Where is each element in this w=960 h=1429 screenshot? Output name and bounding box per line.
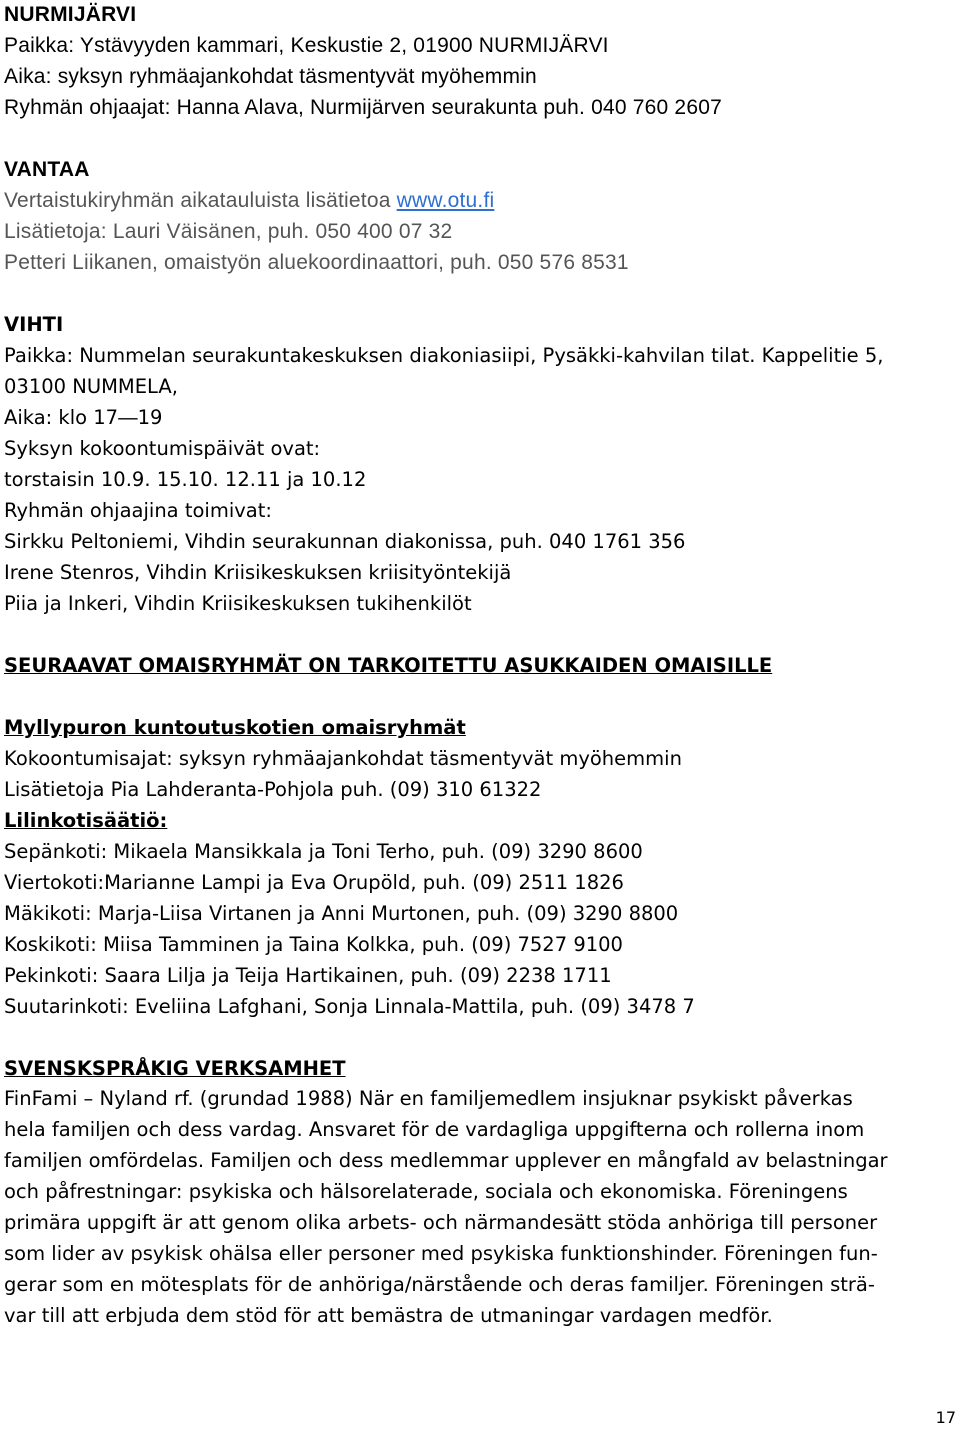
vihti-place-2: 03100 NUMMELA, (4, 375, 178, 398)
swedish-paragraph-line: gerar som en mötesplats för de anhöriga/närstående och deras familjer. Föreningen strä- (4, 1273, 875, 1296)
swedish-paragraph-line: var till att erbjuda dem stöd för att bemästra de utmaningar vardagen medför. (4, 1304, 773, 1327)
vihti-leader-2: Irene Stenros, Vihdin Kriisikeskuksen kriisityöntekijä (4, 561, 512, 584)
lilinkoti-home-item: Pekinkoti: Saara Lilja ja Teija Hartikainen, puh. (09) 2238 1711 (4, 964, 612, 987)
vantaa-contact-2: Petteri Liikanen, omaistyön aluekoordinaattori, puh. 050 576 8531 (4, 251, 629, 274)
nurmijarvi-leaders: Ryhmän ohjaajat: Hanna Alava, Nurmijärven seurakunta puh. 040 760 2607 (4, 96, 722, 119)
lilinkoti-home-item: Koskikoti: Miisa Tamminen ja Taina Kolkka, puh. (09) 7527 9100 (4, 933, 623, 956)
vihti-dates: torstaisin 10.9. 15.10. 12.11 ja 10.12 (4, 468, 367, 491)
swedish-paragraph-line: FinFami – Nyland rf. (grundad 1988) När en familjemedlem insjuknar psykiskt påverkas (4, 1087, 853, 1110)
section-heading-nurmijarvi: NURMIJÄRVI (4, 3, 137, 26)
lilinkoti-home-item: Mäkikoti: Marja-Liisa Virtanen ja Anni Murtonen, puh. (09) 3290 8800 (4, 902, 679, 925)
swedish-paragraph-line: och påfrestningar: psykiska och hälsorelaterade, sociala och ekonomiska. Föreningens (4, 1180, 848, 1203)
lilinkoti-home-item: Viertokoti:Marianne Lampi ja Eva Orupöld, puh. (09) 2511 1826 (4, 871, 624, 894)
page-number: 17 (935, 1408, 956, 1427)
vihti-leaders-label: Ryhmän ohjaajina toimivat: (4, 499, 272, 522)
lilinkoti-home-item: Sepänkoti: Mikaela Mansikkala ja Toni Terho, puh. (09) 3290 8600 (4, 840, 643, 863)
myllypuro-contact: Lisätietoja Pia Lahderanta-Pohjola puh. (09) 310 61322 (4, 778, 542, 801)
vantaa-contact-1: Lisätietoja: Lauri Väisänen, puh. 050 400 07 32 (4, 220, 453, 243)
swedish-heading: SVENSKSPRÅKIG VERKSAMHET (4, 1057, 346, 1080)
residents-heading: SEURAAVAT OMAISRYHMÄT ON TARKOITETTU ASUKKAIDEN OMAISILLE (4, 654, 773, 677)
swedish-paragraph-line: hela familjen och dess vardag. Ansvaret för de vardagliga uppgifterna och rollerna inom (4, 1118, 865, 1141)
section-heading-vihti: VIHTI (4, 313, 64, 336)
swedish-paragraph-line: primära uppgift är att genom olika arbets- och närmandesätt stöda anhöriga till personer (4, 1211, 878, 1234)
swedish-paragraph-line: familjen omfördelas. Familjen och dess medlemmar upplever en mångfald av belastningar (4, 1149, 888, 1172)
vantaa-info-text: Vertaistukiryhmän aikatauluista lisätietoa (4, 189, 397, 212)
section-heading-vantaa: VANTAA (4, 158, 90, 181)
otu-website-link[interactable]: www.otu.fi (396, 189, 495, 212)
vantaa-info (4, 186, 494, 216)
vihti-dates-label: Syksyn kokoontumispäivät ovat: (4, 437, 321, 460)
vihti-time: Aika: klo 17―19 (4, 406, 163, 429)
myllypuro-times: Kokoontumisajat: syksyn ryhmäajankohdat täsmentyvät myöhemmin (4, 747, 682, 770)
nurmijarvi-time: Aika: syksyn ryhmäajankohdat täsmentyvät myöhemmin (4, 65, 537, 88)
myllypuro-heading: Myllypuron kuntoutuskotien omaisryhmät (4, 716, 466, 739)
vihti-place-1: Paikka: Nummelan seurakuntakeskuksen diakoniasiipi, Pysäkki-kahvilan tilat. Kappelitie 5, (4, 344, 884, 367)
vihti-leader-1: Sirkku Peltoniemi, Vihdin seurakunnan diakonissa, puh. 040 1761 356 (4, 530, 686, 553)
swedish-paragraph-line: som lider av psykisk ohälsa eller personer med psykiska funktionshinder. Föreningen fun- (4, 1242, 878, 1265)
lilinkoti-heading: Lilinkotisäätiö: (4, 809, 168, 832)
lilinkoti-home-item: Suutarinkoti: Eveliina Lafghani, Sonja Linnala-Mattila, puh. (09) 3478 7 (4, 995, 695, 1018)
nurmijarvi-place: Paikka: Ystävyyden kammari, Keskustie 2, 01900 NURMIJÄRVI (4, 34, 609, 57)
vihti-leader-3: Piia ja Inkeri, Vihdin Kriisikeskuksen tukihenkilöt (4, 592, 472, 615)
